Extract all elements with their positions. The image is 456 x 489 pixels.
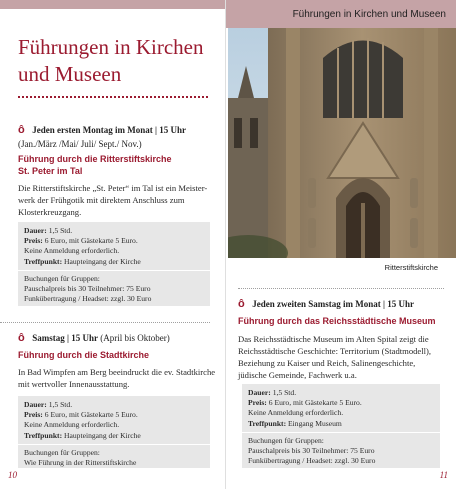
preis-label: Preis:: [248, 398, 267, 408]
anmeldung-text: Keine Anmeldung erforderlich.: [24, 420, 120, 430]
preis-value: 6 Euro, mit Gästekarte 5 Euro.: [268, 398, 362, 408]
info-o-icon: ô: [18, 332, 25, 344]
preis-label: Preis:: [24, 410, 43, 420]
dauer-label: Dauer:: [24, 226, 47, 235]
schedule-rest: (April bis Oktober): [100, 333, 170, 343]
box-separator: [18, 444, 210, 445]
description-line: Die Ritterstiftskirche „St. Peter“ im Tal ist ein Meister-: [18, 183, 208, 193]
top-color-band: [226, 0, 456, 28]
tour-title-line-1: Führung durch die Ritterstiftskirche: [18, 154, 172, 164]
gruppen-text: Buchungen für Gruppen:: [248, 435, 324, 445]
tour-schedule: [18, 332, 223, 344]
anmeldung-text: Keine Anmeldung erforderlich.: [24, 246, 120, 256]
preis-label: Preis:: [24, 236, 43, 246]
info-o-icon: ô: [18, 124, 25, 136]
preis-value: 6 Euro, mit Gästekarte 5 Euro.: [44, 410, 138, 420]
page-number-right: 11: [439, 470, 448, 480]
tour-description: [238, 333, 450, 381]
treffpunkt-label: Treffpunkt:: [248, 418, 287, 428]
tour-schedule: [18, 124, 223, 136]
right-page: [226, 0, 456, 489]
box-separator: [18, 270, 210, 271]
tour-info-box: [18, 222, 210, 306]
description-line: jüdische Gemeinde, Fachwerk u.a.: [238, 370, 357, 380]
anmeldung-text: Keine Anmeldung erforderlich.: [248, 408, 344, 418]
section-divider: [0, 322, 210, 323]
dauer-value: 1,5 Std.: [48, 226, 73, 235]
tour-info-box: [242, 384, 440, 468]
left-page: [0, 0, 226, 489]
tour-ritterstiftskirche: [18, 124, 223, 218]
title-line-1: Führungen in Kirchen: [18, 35, 204, 59]
description-line: Beziehung zu Kaiser und Reich, Salinengeschichte,: [238, 358, 416, 368]
description-line: Klosterkreuzgang.: [18, 207, 82, 217]
treffpunkt-label: Treffpunkt:: [24, 256, 63, 266]
top-color-band: [0, 0, 226, 9]
gruppen-text: Buchungen für Gruppen:: [24, 273, 100, 283]
dauer-value: 1,5 Std.: [48, 400, 73, 409]
schedule-bold: Samstag | 15 Uhr: [32, 333, 98, 343]
description-line: werk der Frühgotik mit direktem Anschluss zum: [18, 195, 185, 205]
treffpunkt-label: Treffpunkt:: [24, 430, 63, 440]
description-line: Reichsstädtische Geschichte: Territorium (Stadtmodell),: [238, 346, 432, 356]
treffpunkt-value: Haupteingang der Kirche: [64, 430, 141, 440]
dauer-label: Dauer:: [248, 388, 271, 397]
page-title: [18, 34, 218, 88]
photo-caption: Ritterstiftskirche: [384, 263, 438, 272]
description-line: Das Reichsstädtische Museum im Alten Spital zeigt die: [238, 334, 429, 344]
pauschal-text: Pauschalpreis bis 30 Teilnehmer: 75 Euro: [24, 284, 151, 294]
gruppen-text: Buchungen für Gruppen:: [24, 447, 100, 457]
description-line: mit wertvoller Innenausstattung.: [18, 379, 130, 389]
box-separator: [242, 432, 440, 433]
tour-title-line-2: St. Peter im Tal: [18, 166, 83, 176]
tour-info-box: [18, 396, 210, 468]
title-dotted-rule: [18, 96, 208, 98]
tour-description: [18, 366, 223, 390]
dauer-value: 1,5 Std.: [272, 388, 297, 397]
info-o-icon: ô: [238, 298, 245, 310]
dauer-label: Dauer:: [24, 400, 47, 409]
treffpunkt-value: Eingang Museum: [288, 418, 342, 428]
tour-reichsstaedtisches-museum: [238, 298, 450, 381]
church-facade-image: [228, 28, 456, 258]
funk-text: Funkübertragung / Headset: zzgl. 30 Euro: [24, 294, 152, 304]
tour-title: Führung durch das Reichsstädtische Museum: [238, 316, 436, 326]
tour-description: [18, 182, 223, 218]
church-photo: [228, 28, 456, 258]
wie-text: Wie Führung in der Ritterstiftskirche: [24, 458, 137, 468]
tour-schedule: [238, 298, 450, 310]
section-divider: [238, 288, 444, 289]
schedule-text: Jeden ersten Montag im Monat | 15 Uhr: [32, 125, 186, 135]
description-line: In Bad Wimpfen am Berg beeindruckt die ev. Stadtkirche: [18, 367, 216, 377]
preis-value: 6 Euro, mit Gästekarte 5 Euro.: [44, 236, 138, 246]
tour-title: Führung durch die Stadtkirche: [18, 350, 150, 360]
title-line-2: und Museen: [18, 62, 122, 86]
schedule-text: Jeden zweiten Samstag im Monat | 15 Uhr: [252, 299, 414, 309]
funk-text: Funkübertragung / Headset: zzgl. 30 Euro: [248, 456, 376, 466]
pauschal-text: Pauschalpreis bis 30 Teilnehmer: 75 Euro: [248, 446, 375, 456]
page-number-left: 10: [8, 470, 17, 480]
running-head: Führungen in Kirchen und Museen: [292, 9, 446, 20]
schedule-months: (Jan./März /Mai/ Juli/ Sept./ Nov.): [18, 139, 142, 149]
tour-stadtkirche: [18, 332, 223, 390]
treffpunkt-value: Haupteingang der Kirche: [64, 256, 141, 266]
